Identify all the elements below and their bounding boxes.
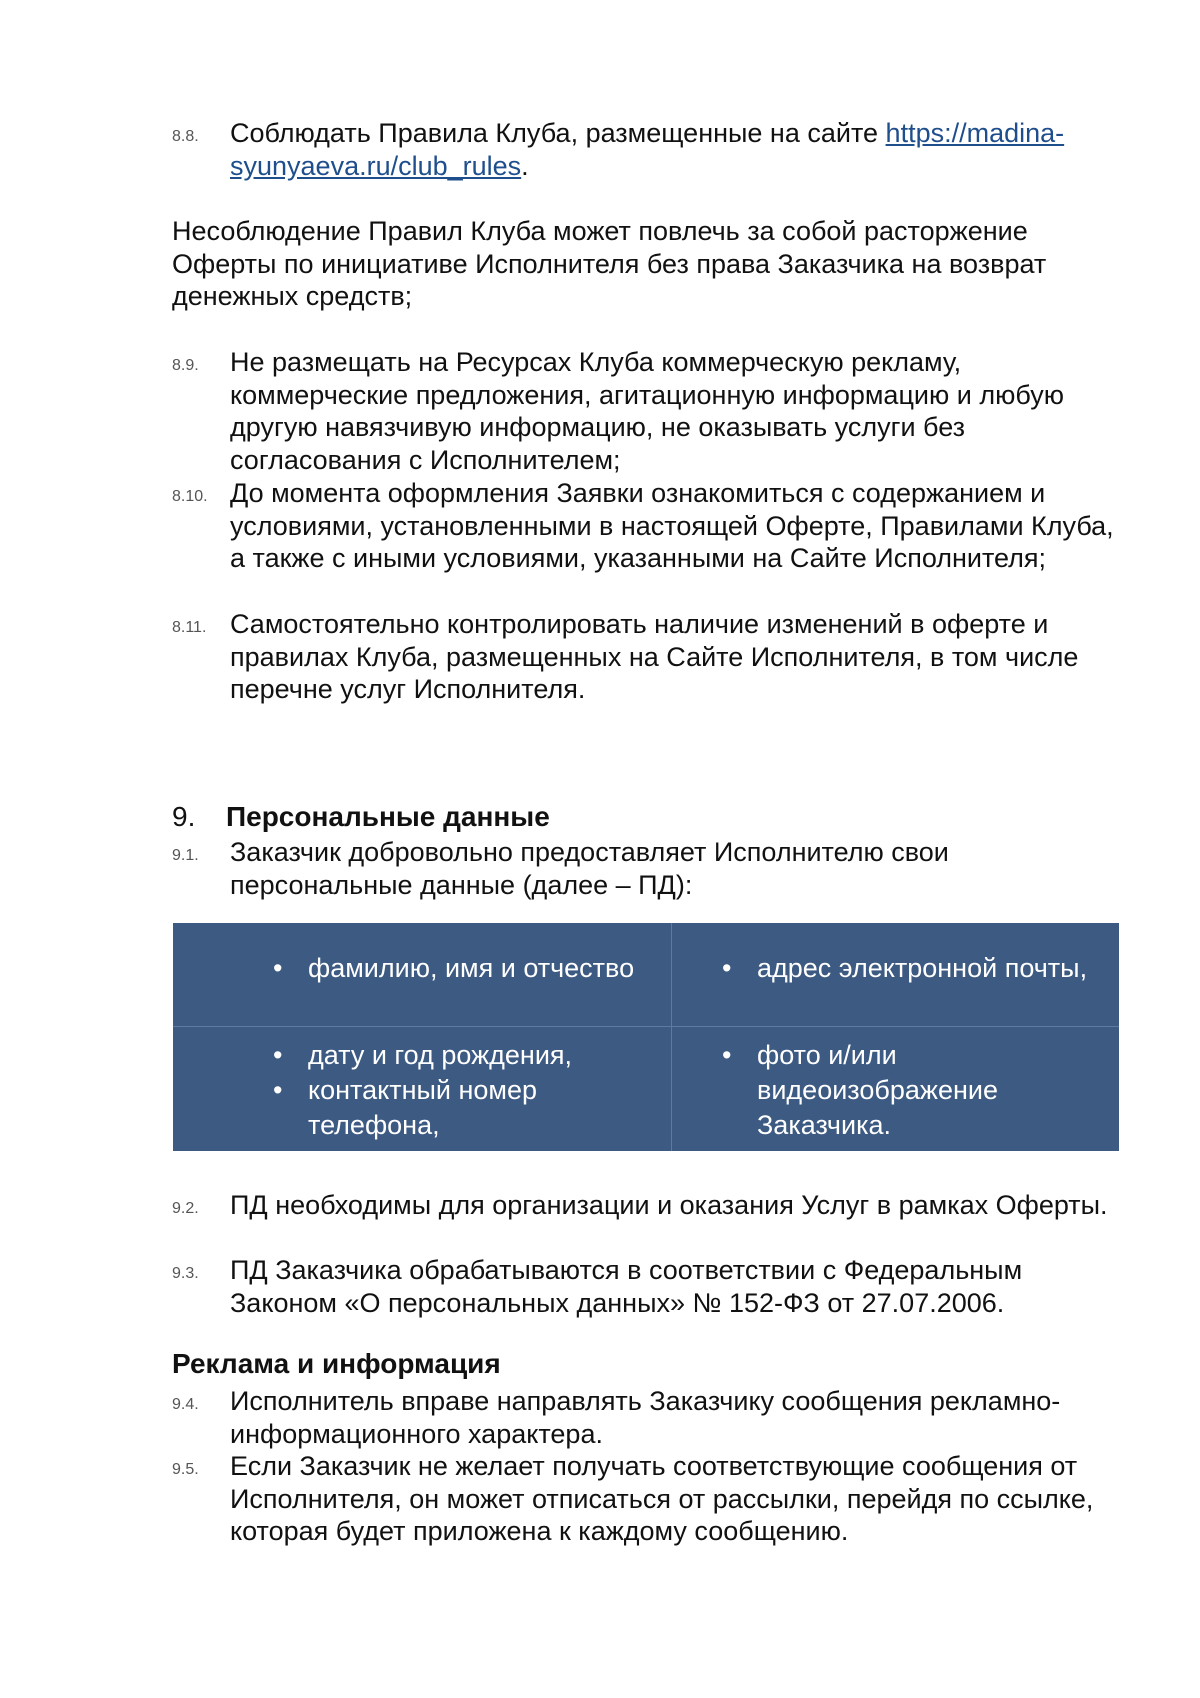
clause-8-8 xyxy=(172,117,1122,182)
clause-number: 8.11. xyxy=(172,619,207,636)
table-cell-birth-phone xyxy=(173,1027,672,1151)
clause-text: Исполнитель вправе направлять Заказчику сообщения рекламно-информационного характера. xyxy=(230,1386,1061,1449)
clause-number: 9.3. xyxy=(172,1265,199,1282)
clause-8-11 xyxy=(172,608,1122,706)
clause-text-start: Соблюдать Правила Клуба, размещенные на сайте xyxy=(230,118,886,148)
clause-number: 9.2. xyxy=(172,1200,199,1217)
clause-9-5 xyxy=(172,1450,1122,1548)
clause-text: Если Заказчик не желает получать соответствующие сообщения от Исполнителя, он может отписаться от рассылки, перейдя по ссылке, которая будет приложена к каждому сообщению. xyxy=(230,1451,1094,1546)
clause-text xyxy=(230,117,1122,182)
section-number: 9. xyxy=(172,801,196,832)
clause-number: 8.8. xyxy=(172,128,199,145)
clause-9-4 xyxy=(172,1385,1122,1450)
table-cell-photo-video xyxy=(672,1027,1119,1151)
list-item: • адрес электронной почты, xyxy=(722,951,1119,986)
clause-number: 9.4. xyxy=(172,1396,199,1413)
clause-number: 8.9. xyxy=(172,357,199,374)
table-cell-email xyxy=(672,923,1119,1027)
clause-9-1 xyxy=(172,836,1122,901)
table-cell-full-name xyxy=(173,923,672,1027)
list-item: • дату и год рождения, xyxy=(273,1038,671,1073)
personal-data-table xyxy=(173,923,1119,1151)
clause-9-3 xyxy=(172,1254,1122,1319)
clause-text: ПД Заказчика обрабатываются в соответствии с Федеральным Законом «О персональных данных» № 152-ФЗ от 27.07.2006. xyxy=(230,1255,1023,1318)
section-title: Персональные данные xyxy=(226,801,550,832)
clause-text: Не размещать на Ресурсах Клуба коммерческую рекламу, коммерческие предложения, агитационную информацию и любую другую навязчивую информацию, не оказывать услуги без согласования с Исполнителем; xyxy=(230,347,1064,475)
clause-text-end: . xyxy=(521,150,529,181)
clause-8-9 xyxy=(172,346,1122,476)
clause-9-2 xyxy=(172,1189,1122,1226)
list-item: • контактный номер телефона, xyxy=(273,1073,671,1143)
list-item: • фото и/или видеоизображение Заказчика. xyxy=(722,1038,1119,1143)
clause-text: Заказчик добровольно предоставляет Исполнителю свои персональные данные (далее – ПД): xyxy=(230,837,949,900)
clause-number: 8.10. xyxy=(172,488,208,505)
clause-number: 9.1. xyxy=(172,847,199,864)
clause-text: До момента оформления Заявки ознакомиться с содержанием и условиями, установленными в настоящей Оферте, Правилами Клуба, а также с иными условиями, указанными на Сайте Исполнителя; xyxy=(230,478,1114,573)
advertising-subheading: Реклама и информация xyxy=(172,1348,501,1379)
clause-number: 9.5. xyxy=(172,1461,199,1478)
clause-8-10 xyxy=(172,477,1122,575)
clause-text: ПД необходимы для организации и оказания Услуг в рамках Оферты. xyxy=(230,1190,1108,1220)
rules-violation-note: Несоблюдение Правил Клуба может повлечь за собой расторжение Оферты по инициативе Исполнителя без права Заказчика на возврат денежных средств; xyxy=(172,216,1047,311)
club-rules-link[interactable]: https://madina-syunyaeva.ru/club_rules xyxy=(230,118,1065,181)
list-item: • фамилию, имя и отчество xyxy=(273,951,671,986)
section-9-heading xyxy=(172,800,550,834)
clause-text: Самостоятельно контролировать наличие изменений в оферте и правилах Клуба, размещенных на Сайте Исполнителя, в том числе перечне услуг Исполнителя. xyxy=(230,609,1079,704)
